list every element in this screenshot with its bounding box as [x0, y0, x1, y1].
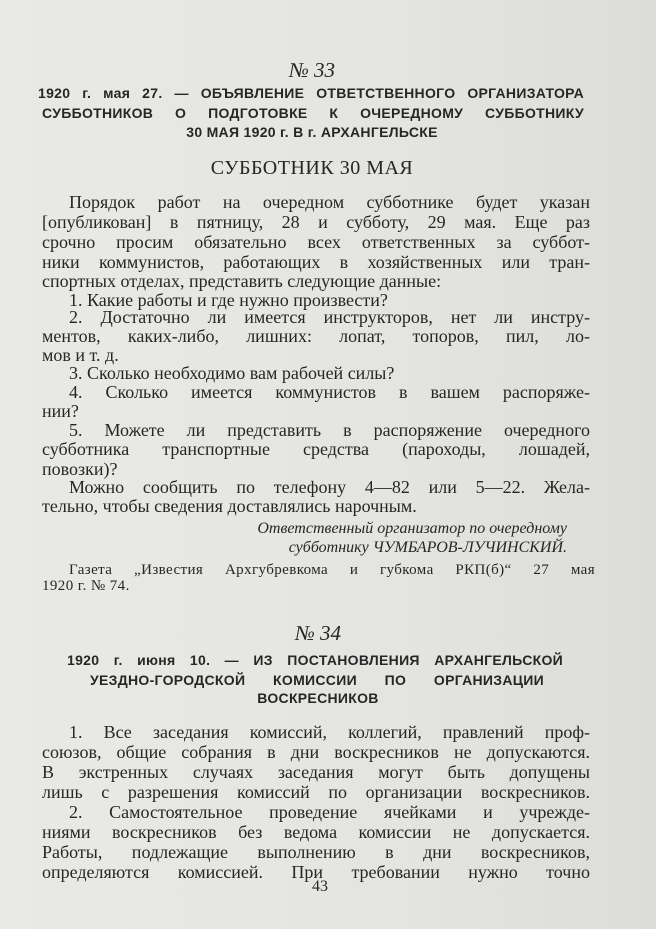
body-text-line: ниями воскресников без ведома комиссии не допускается. — [42, 822, 590, 842]
document-heading-line: ВОСКРЕСНИКОВ — [257, 690, 379, 706]
body-text-line: лишь с разрешения комиссий по организации воскресников. — [42, 782, 590, 802]
body-text-line: союзов, общие собрания в дни воскресников не допускаются. — [42, 742, 590, 762]
body-text-line: определяются комиссией. При требовании нужно точно — [42, 862, 590, 882]
body-text-line: В экстренных случаях заседания могут быть допущены — [42, 762, 590, 782]
body-text-line: ментов, каких-либо, лишних: лопат, топоров, пил, ло- — [42, 326, 590, 346]
source-citation-line: 1920 г. № 74. — [42, 578, 130, 594]
document-heading-line: УЕЗДНО-ГОРОДСКОЙ КОМИССИИ ПО ОРГАНИЗАЦИИ — [90, 672, 544, 688]
body-text-line: повозки)? — [42, 459, 118, 479]
page-number: 43 — [312, 878, 328, 895]
body-text-line: 5. Можете ли представить в распоряжение очередного — [69, 420, 590, 440]
body-text-line: нии? — [42, 401, 79, 421]
body-text-line: 4. Сколько имеется коммунистов в вашем распоряже- — [69, 382, 590, 402]
source-citation-line: Газета „Известия Архгубревкома и губкома РКП(б)“ 27 мая — [69, 562, 595, 578]
body-text-line: тельно, чтобы сведения доставлялись нарочным. — [42, 496, 417, 516]
section-title: СУББОТНИК 30 МАЯ — [210, 157, 414, 179]
document-heading-line: СУББОТНИКОВ О ПОДГОТОВКЕ К ОЧЕРЕДНОМУ СУББОТНИКУ — [42, 105, 584, 121]
signature-line: субботнику ЧУМБАРОВ-ЛУЧИНСКИЙ. — [288, 539, 567, 556]
document-number: № 33 — [288, 58, 336, 82]
document-heading-line: 1920 г. июня 10. — ИЗ ПОСТАНОВЛЕНИЯ АРХАНГЕЛЬСКОЙ — [67, 652, 563, 668]
body-text-line: 1. Все заседания комиссий, коллегий, правлений проф- — [69, 722, 590, 742]
body-text-line: субботника транспортные средства (пароходы, лошадей, — [42, 439, 590, 459]
body-text-line: [опубликован] в пятницу, 28 и субботу, 29 мая. Еще раз — [42, 212, 590, 232]
body-text-line: Порядок работ на очередном субботнике будет указан — [69, 192, 590, 212]
body-text-line: Можно сообщить по телефону 4—82 или 5—22. Жела- — [69, 477, 590, 497]
body-text-line: спортных отделах, представить следующие данные: — [42, 271, 442, 291]
body-text-line: 2. Достаточно ли имеется инструкторов, нет ли инстру- — [69, 307, 590, 327]
body-text-line: срочно просим обязательно всех ответственных за суббот- — [42, 232, 590, 252]
body-text-line: ники коммунистов, работающих в хозяйственных или тран- — [42, 252, 590, 272]
body-text-line: Работы, подлежащие выполнению в дни воскресников, — [42, 842, 590, 862]
document-heading-line: 1920 г. мая 27. — ОБЪЯВЛЕНИЕ ОТВЕТСТВЕННОГО ОРГАНИЗАТОРА — [38, 85, 584, 101]
body-text-line: 2. Самостоятельное проведение ячейками и учрежде- — [69, 802, 590, 822]
body-text-line: 3. Сколько необходимо вам рабочей силы? — [69, 363, 395, 383]
document-heading-line: 30 МАЯ 1920 г. В г. АРХАНГЕЛЬСКЕ — [186, 124, 438, 140]
body-text-line: 1. Какие работы и где нужно произвести? — [69, 290, 388, 310]
body-text-line: мов и т. д. — [42, 345, 119, 365]
signature-line: Ответственный организатор по очередному — [257, 520, 567, 537]
document-number: № 34 — [294, 621, 342, 645]
